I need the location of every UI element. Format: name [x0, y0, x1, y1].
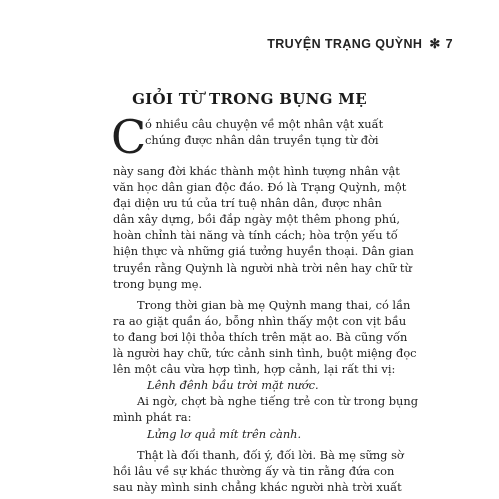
paragraph-4	[113, 447, 404, 495]
drop-cap: C	[111, 110, 147, 164]
page-number: 7	[445, 37, 453, 51]
body-text	[111, 110, 418, 495]
text-line: là người hay chữ, tức cảnh sinh tình, buột miệng đọc	[113, 346, 417, 361]
text-line: đại diện ưu tú của trí tuệ nhân dân, được nhân	[113, 196, 382, 211]
text-line: văn học dân gian độc đáo. Đó là Trạng Quỳnh, một	[113, 180, 407, 195]
text-line: chúng được nhân dân truyền tụng từ đời	[145, 133, 379, 148]
text-line: trong bụng mẹ.	[113, 276, 203, 291]
text-line: ó nhiều câu chuyện về một nhân vật xuất	[145, 117, 384, 131]
paragraph-2	[113, 297, 417, 377]
running-title: TRUYỆN TRẠNG QUỲNH	[267, 37, 423, 51]
text-line: Thật là đối thanh, đối ý, đối lời. Bà mẹ sững sờ	[137, 447, 404, 462]
text-line: dân xây dựng, bồi đắp ngày một thêm phong phú,	[113, 212, 401, 227]
text-line: ra ao giặt quần áo, bỗng nhìn thấy một con vịt bầu	[113, 313, 407, 328]
text-line: hiện thực và những giá tưởng huyền thoại. Dân gian	[113, 244, 414, 259]
text-line: Trong thời gian bà mẹ Quỳnh mang thai, có lần	[137, 297, 411, 312]
paragraph-3	[113, 393, 418, 425]
text-line: Ai ngờ, chợt bà nghe tiếng trẻ con từ trong bụng	[137, 394, 418, 409]
text-line: truyền rằng Quỳnh là người nhà trời nên hay chữ từ	[113, 260, 412, 275]
asterisk-ornament-icon: ✻	[429, 36, 441, 51]
paragraph-1-opening	[111, 110, 388, 164]
paragraph-1	[113, 163, 414, 292]
verse-line-2: Lửng lơ quả mít trên cành.	[147, 426, 302, 441]
text-line: sau này mình sinh chẳng khác người nhà trời xuất	[113, 479, 402, 494]
text-line: hồi lâu về sự khác thường ấy và tin rằng đứa con	[113, 463, 395, 478]
text-line: mình phát ra:	[113, 410, 192, 425]
text-line: lên một câu vừa hợp tình, hợp cảnh, lại rất thi vị:	[113, 362, 396, 377]
verse-line-1: Lênh đênh bầu trời mặt nước.	[147, 378, 319, 393]
chapter-title: GIỎI TỪ TRONG BỤNG MẸ	[132, 90, 367, 108]
running-head	[267, 36, 453, 52]
text-line: hoàn chỉnh tài năng và tính cách; hòa trộn yếu tố	[113, 228, 398, 243]
text-line: này sang đời khác thành một hình tượng nhân vật	[113, 164, 400, 178]
text-line: to đang bơi lội thỏa thích trên mặt ao. Bà cũng vốn	[113, 329, 408, 344]
